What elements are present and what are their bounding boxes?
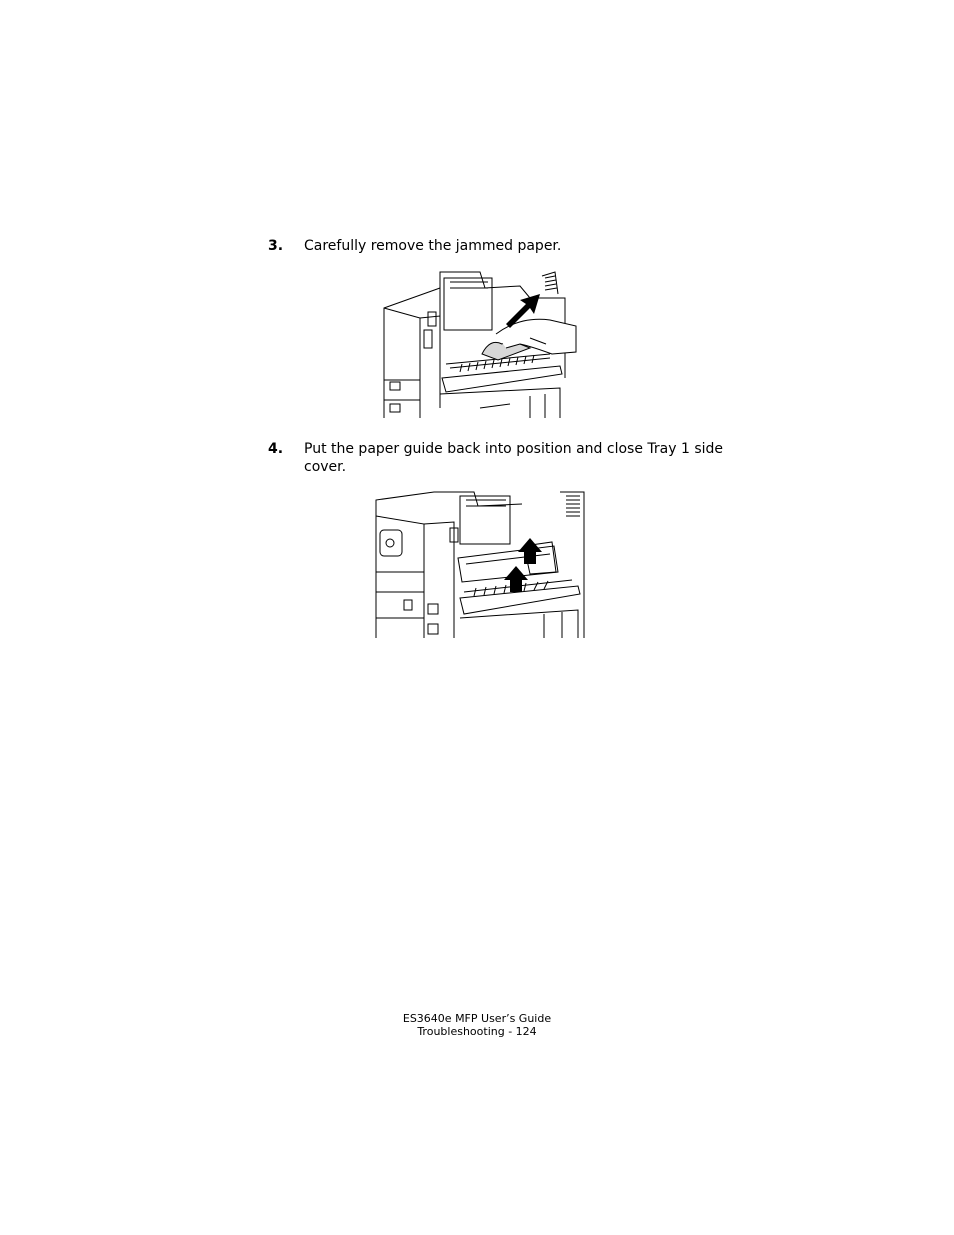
close-side-cover-illustration — [374, 488, 586, 640]
remove-jammed-paper-illustration — [380, 268, 580, 420]
footer-page-number: Troubleshooting - 124 — [417, 1025, 537, 1038]
step-number: 3. — [268, 238, 284, 254]
page-footer — [0, 1012, 954, 1038]
step-number: 4. — [268, 441, 284, 457]
step-text: Put the paper guide back into position and close Tray 1 side cover. — [304, 441, 724, 475]
step-text: Carefully remove the jammed paper. — [304, 238, 562, 254]
footer-guide-title: ES3640e MFP User’s Guide — [402, 1012, 552, 1025]
